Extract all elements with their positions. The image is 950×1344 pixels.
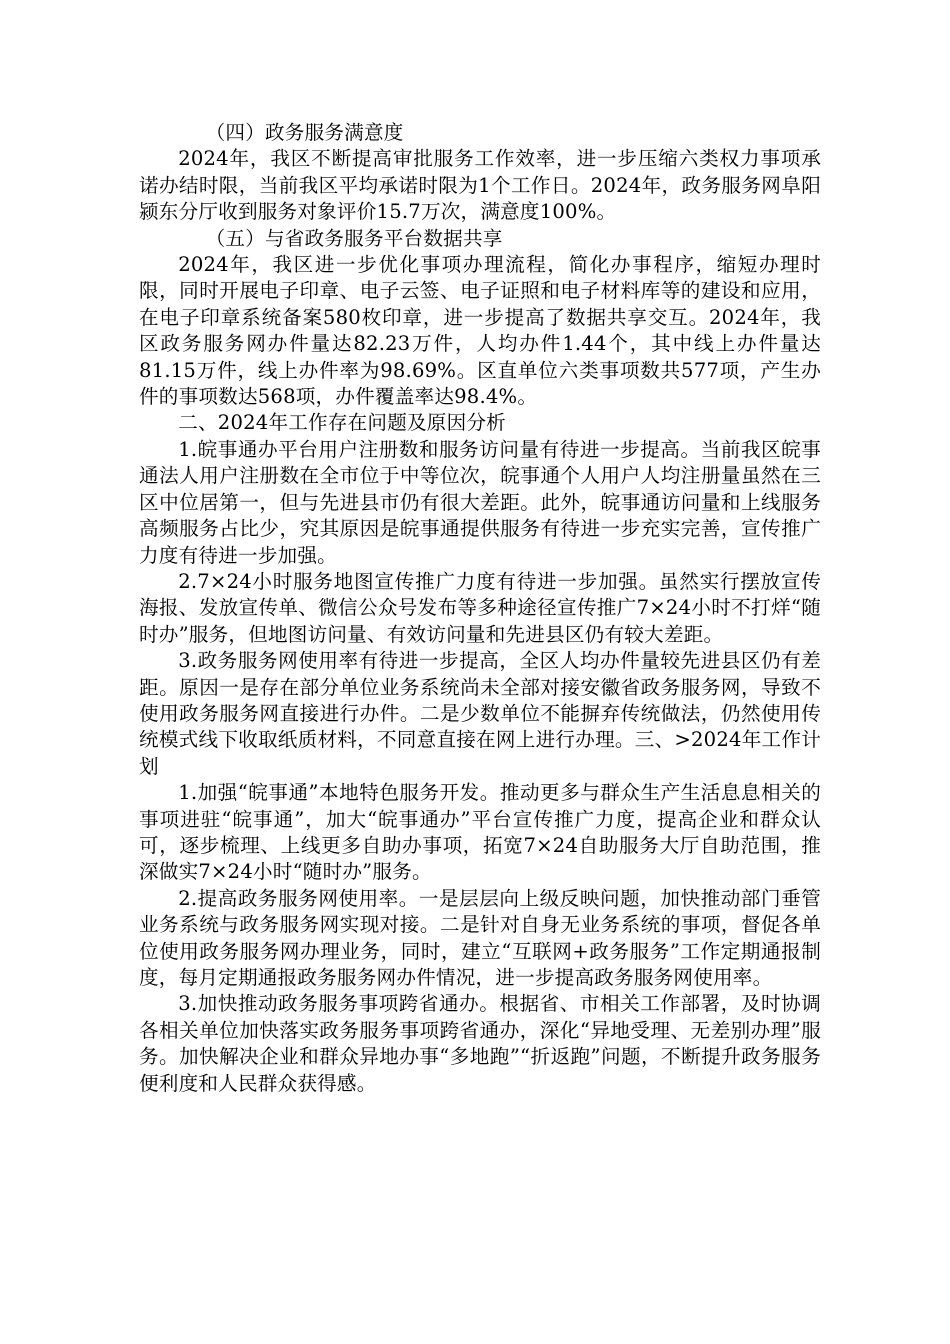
section-heading-data-sharing: （五）与省政务服务平台数据共享 (205, 226, 503, 250)
document-body (139, 120, 821, 1097)
paragraph-data-sharing: 2024年，我区进一步优化事项办理流程，简化办事程序，缩短办理时限，同时开展电子印章、电子云签、电子证照和电子材料库等的建设和应用，在电子印章系统备案580枚印章，进一步提高了数据共享交互。2024年，我区政务服务网办件量达82.23万件，人均办件1.44个，其中线上办件量达81.15万件，线上办件率为98.69%。区直单位六类事项数共577项，产生办件的事项数达568项，办件覆盖率达98.4%。 (139, 253, 821, 409)
section-heading-problems: 二、2024年工作存在问题及原因分析 (178, 411, 506, 435)
paragraph-plan-1: 1.加强“皖事通”本地特色服务开发。推动更多与群众生产生活息息相关的事项进驻“皖事通”，加大“皖事通办”平台宣传推广力度，提高企业和群众认可，逐步梳理、上线更多自助办事项，拓宽7×24自助服务大厅自助范围，推深做实7×24小时“随时办”服务。 (139, 781, 821, 884)
section-heading-satisfaction: （四）政务服务满意度 (205, 121, 404, 144)
paragraph-plan-3: 3.加快推动政务服务事项跨省通办。根据省、市相关工作部署，及时协调各相关单位加快落实政务服务事项跨省通办，深化“异地受理、无差别办理”服务。加快解决企业和群众异地办事“多地跑”“折返跑”问题，不断提升政务服务便利度和人民群众获得感。 (139, 992, 821, 1095)
paragraph-problem-2: 2.7×24小时服务地图宣传推广力度有待进一步加强。虽然实行摆放宣传海报、发放宣传单、微信公众号发布等多种途径宣传推广7×24小时不打烊“随时办”服务，但地图访问量、有效访问量和先进县区仍有较大差距。 (139, 569, 821, 646)
paragraph-plan-2: 2.提高政务服务网使用率。一是层层向上级反映问题，加快推动部门垂管业务系统与政务服务网实现对接。二是针对自身无业务系统的事项，督促各单位使用政务服务网办理业务，同时，建立“互联网+政务服务”工作定期通报制度，每月定期通报政务服务网办件情况，进一步提高政务服务网使用率。 (139, 886, 821, 989)
paragraph-satisfaction: 2024年，我区不断提高审批服务工作效率，进一步压缩六类权力事项承诺办结时限，当前我区平均承诺时限为1个工作日。2024年，政务服务网阜阳颍东分厅收到服务对象评价15.7万次，满意度100%。 (139, 147, 821, 224)
paragraph-problem-1: 1.皖事通办平台用户注册数和服务访问量有待进一步提高。当前我区皖事通法人用户注册数在全市位于中等位次，皖事通个人用户人均注册量虽然在三区中位居第一，但与先进县市仍有很大差距。此外，皖事通访问量和上线服务高频服务占比少，究其原因是皖事通提供服务有待进一步充实完善，宣传推广力度有待进一步加强。 (139, 437, 821, 567)
paragraph-problem-3: 3.政务服务网使用率有待进一步提高，全区人均办件量较先进县区仍有差距。原因一是存在部分单位业务系统尚未全部对接安徽省政务服务网，导致不使用政务服务网直接进行办件。二是少数单位不能摒弃传统做法，仍然使用传统模式线下收取纸质材料，不同意直接在网上进行办理。三、>2024年工作计划 (139, 649, 821, 778)
